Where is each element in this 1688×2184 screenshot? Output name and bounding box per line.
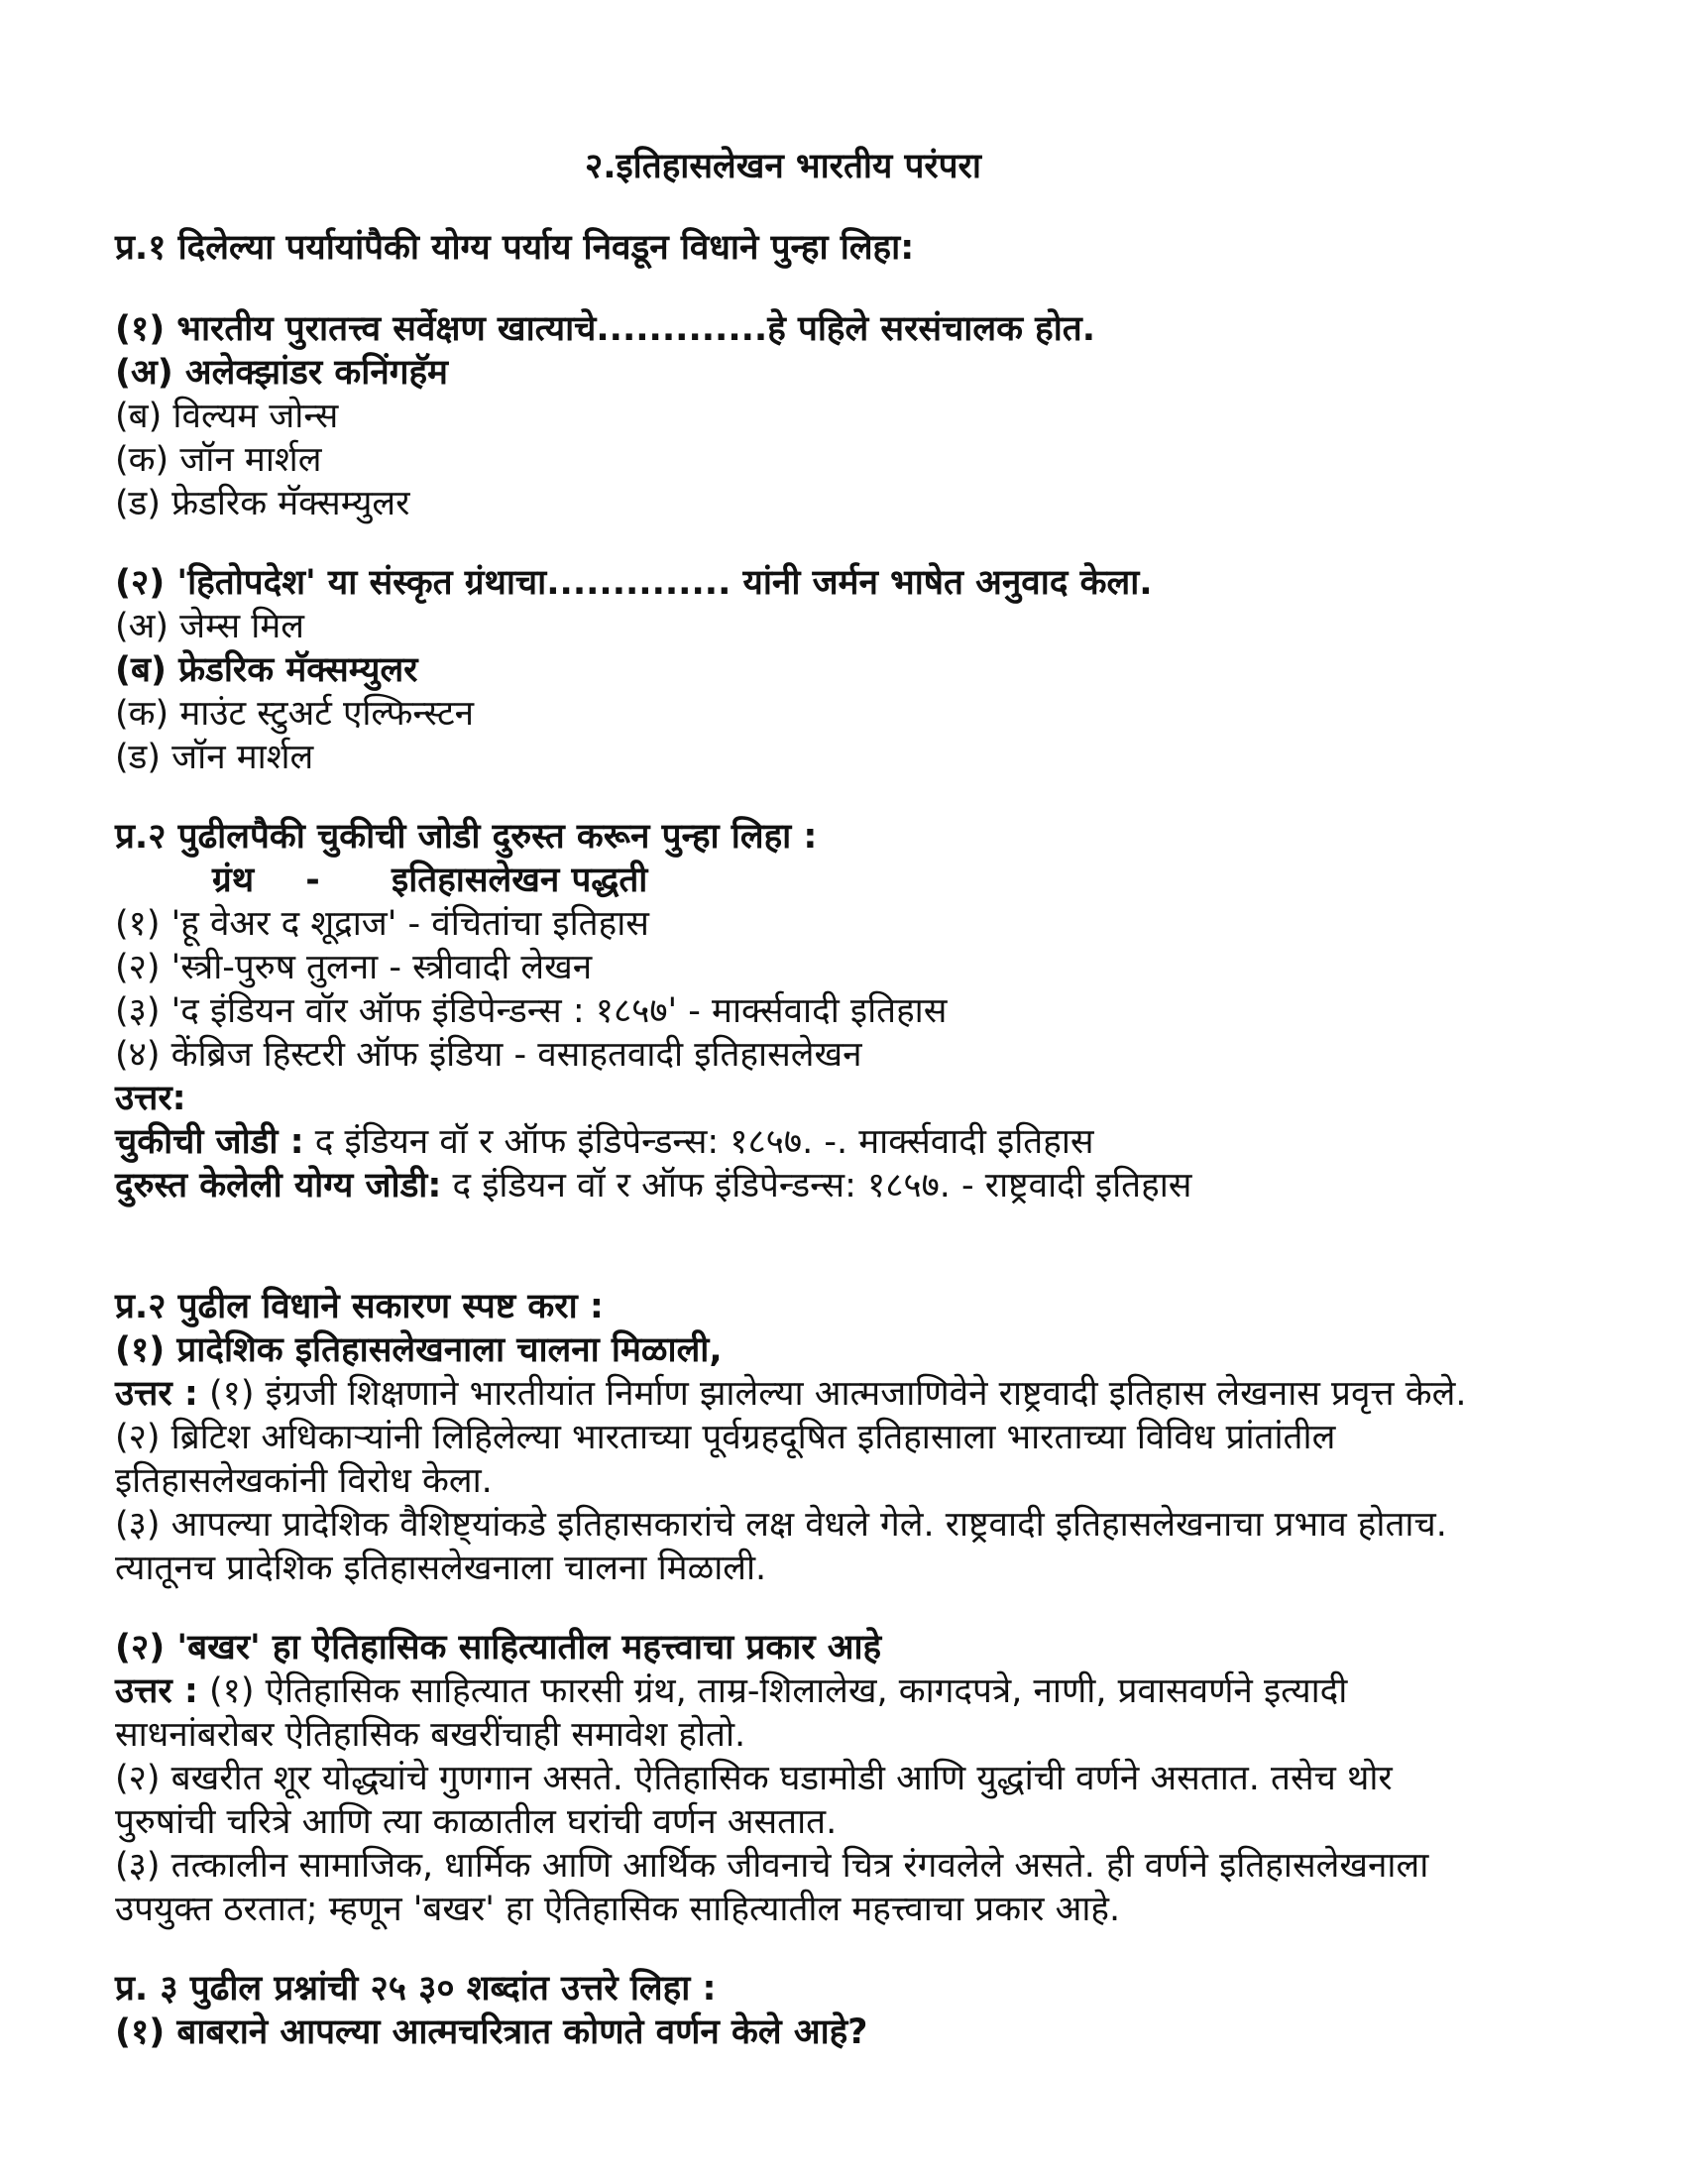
q1-item2-option-c: (क) माउंट स्टुअर्ट एल्फिन्स्टन (115, 694, 475, 734)
q2b-s1-line-1 (115, 1372, 1466, 1416)
q1-item1-question: (१) भारतीय पुरातत्त्व सर्वेक्षण खात्याचे.............हे पहिले सरसंचालक होत. (115, 309, 1096, 349)
q2a-col-method: इतिहासलेखन पद्धती (392, 861, 648, 900)
q2b-s2-line-4: पुरुषांची चरित्रे आणि त्या काळातील घरांची वर्णन असतात. (115, 1802, 838, 1842)
q2b-statement-2: (२) 'बखर' हा ऐतिहासिक साहित्यातील महत्त्वाचा प्रकार आहे (115, 1628, 882, 1667)
q2b-statement-1: (१) प्रादेशिक इतिहासलेखनाला चालना मिळाली, (115, 1330, 723, 1370)
q1-item2-option-d: (ड) जॉन मार्शल (115, 738, 314, 777)
q1-item2-option-b: (ब) फ्रेडरिक मॅक्सम्युलर (115, 650, 418, 690)
q2a-wrong-label: चुकीची जोडी : (115, 1122, 304, 1162)
q2b-s2-line-2: साधनांबरोबर ऐतिहासिक बखरींचाही समावेश होतो. (115, 1715, 746, 1755)
q1-heading: प्र.१ दिलेल्या पर्यायांपैकी योग्य पर्याय निवडून विधाने पुन्हा लिहा: (115, 228, 915, 268)
q1-item1-option-b: (ब) विल्यम जोन्स (115, 397, 339, 436)
q2a-col-book: ग्रंथ (212, 861, 255, 900)
q2b-s1-line-2: (२) ब्रिटिश अधिकाऱ्यांनी लिहिलेल्या भारताच्या पूर्वग्रहदूषित इतिहासाला भारताच्या विविध प्रांतांतील (115, 1418, 1336, 1457)
q2a-wrong-pair (115, 1120, 1094, 1164)
q2a-pair-4: (४) केंब्रिज हिस्टरी ऑफ इंडिया - वसाहतवादी इतिहासलेखन (115, 1035, 862, 1075)
q2b-heading: प्र.२ पुढील विधाने सकारण स्पष्ट करा : (115, 1287, 604, 1326)
q2a-pair-2: (२) 'स्त्री-पुरुष तुलना - स्त्रीवादी लेखन (115, 948, 593, 987)
q1-item1-option-d: (ड) फ्रेडरिक मॅक्सम्युलर (115, 484, 410, 523)
q2b-s1-line-4: (३) आपल्या प्रादेशिक वैशिष्ट्यांकडे इतिहासकारांचे लक्ष वेधले गेले. राष्ट्रवादी इतिहासलेखनाचा प्रभाव होताच. (115, 1505, 1447, 1545)
q2a-heading: प्र.२ पुढीलपैकी चुकीची जोडी दुरुस्त करून पुन्हा लिहा : (115, 817, 818, 857)
q2b-s2-line-5: (३) तत्कालीन सामाजिक, धार्मिक आणि आर्थिक जीवनाचे चित्र रंगवलेले असते. ही वर्णने इतिहासलेखनाला (115, 1846, 1429, 1886)
q2b-s2-line-1-text: (१) ऐतिहासिक साहित्यात फारसी ग्रंथ, ताम्र-शिलालेख, कागदपत्रे, नाणी, प्रवासवर्णने इत्यादी (197, 1671, 1348, 1711)
q2a-answer-label: उत्तर: (115, 1079, 186, 1118)
q2b-s2-answer-label: उत्तर : (115, 1671, 198, 1711)
q1-item2-option-a: (अ) जेम्स मिल (115, 607, 305, 646)
document-title: २.इतिहासलेखन भारतीय परंपरा (585, 147, 981, 186)
q2b-s1-line-1-text: (१) इंग्रजी शिक्षणाने भारतीयांत निर्माण झालेल्या आत्मजाणिवेने राष्ट्रवादी इतिहास लेखनास प्रवृत्त केले. (197, 1374, 1467, 1414)
q2a-correct-label: दुरुस्त केलेली योग्य जोडी: (115, 1166, 442, 1206)
q3-heading: प्र. ३ पुढील प्रश्नांची २५ ३० शब्दांत उत्तरे लिहा : (115, 1969, 717, 2009)
q2b-s1-answer-label: उत्तर : (115, 1374, 198, 1414)
q1-item1-option-a: (अ) अलेक्झांडर कनिंगहॅम (115, 353, 448, 393)
q2b-s2-line-1 (115, 1669, 1347, 1713)
q2a-correct-text: द इंडियन वॉ र ऑफ इंडिपेन्डन्स: १८५७. - राष्ट्रवादी इतिहास (441, 1166, 1192, 1206)
q2b-s1-line-5: त्यातूनच प्रादेशिक इतिहासलेखनाला चालना मिळाली. (115, 1549, 767, 1588)
q2a-correct-pair (115, 1164, 1191, 1207)
q2a-wrong-text: द इंडियन वॉ र ऑफ इंडिपेन्डन्स: १८५७. -. मार्क्सवादी इतिहास (303, 1122, 1094, 1162)
q1-item2-question: (२) 'हितोपदेश' या संस्कृत ग्रंथाचा.............. यांनी जर्मन भाषेत अनुवाद केला. (115, 563, 1153, 603)
q2b-s1-line-3: इतिहासलेखकांनी विरोध केला. (115, 1461, 493, 1501)
q1-item1-option-c: (क) जॉन मार्शल (115, 440, 322, 480)
q2b-s2-line-3: (२) बखरीत शूर योद्ध्यांचे गुणगान असते. ऐतिहासिक घडामोडी आणि युद्धांची वर्णने असतात. तसेच थोर (115, 1759, 1393, 1798)
q2a-column-header (115, 859, 647, 902)
q3-question-1: (१) बाबराने आपल्या आत्मचरित्रात कोणते वर्णन केले आहे? (115, 2012, 868, 2052)
q2a-pair-3: (३) 'द इंडियन वॉर ऑफ इंडिपेन्डन्स : १८५७' - मार्क्सवादी इतिहास (115, 991, 948, 1031)
q2a-pair-1: (१) 'हू वेअर द शूद्राज' - वंचितांचा इतिहास (115, 904, 649, 944)
q2b-s2-line-6: उपयुक्त ठरतात; म्हणून 'बखर' हा ऐतिहासिक साहित्यातील महत्त्वाचा प्रकार आहे. (115, 1890, 1121, 1929)
q2a-col-dash: - (305, 861, 320, 900)
